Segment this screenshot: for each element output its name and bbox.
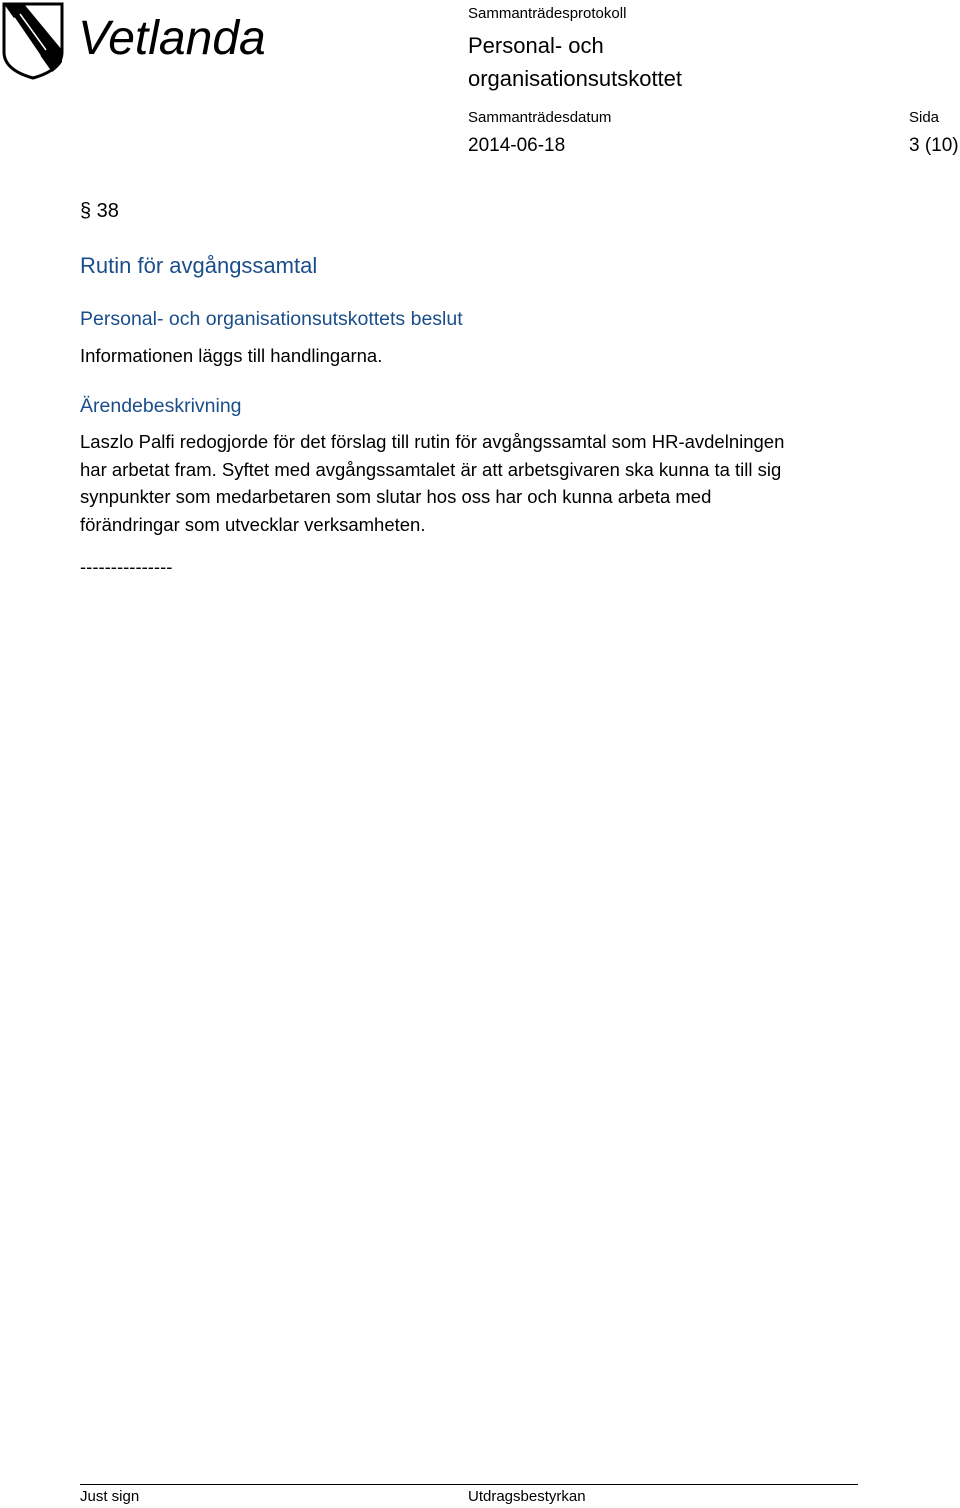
section-number: § 38 [80, 200, 119, 222]
extract-certification-label: Utdragsbestyrkan [468, 1488, 586, 1505]
svg-text:Vetlanda: Vetlanda [78, 12, 266, 65]
document-type: Sammanträdesprotokoll [468, 5, 627, 22]
decision-text: Informationen läggs till handlingarna. [80, 345, 383, 366]
footer-rule [80, 1484, 858, 1485]
decision-heading: Personal- och organisationsutskottets beslut [80, 308, 463, 330]
page-label: Sida [909, 109, 940, 126]
meeting-date-label: Sammanträdesdatum [468, 109, 612, 126]
coat-of-arms-icon [0, 0, 300, 80]
description-line: Laszlo Palfi redogjorde för det förslag till rutin för avgångssamtal som HR-avdelningen [80, 431, 785, 452]
description-line: har arbetat fram. Syftet med avgångssamtalet är att arbetsgivaren ska kunna ta till sig [80, 458, 782, 480]
committee-name-line2: organisationsutskottet [468, 66, 683, 91]
section-separator: --------------- [80, 556, 173, 577]
description-paragraph [80, 428, 880, 538]
section-title: Rutin för avgångssamtal [80, 253, 318, 278]
committee-name-line1: Personal- och [468, 33, 604, 58]
meeting-date-value: 2014-06-18 [468, 135, 566, 156]
description-line: förändringar som utvecklar verksamheten. [80, 513, 426, 535]
page-number: 3 (10) [909, 135, 959, 156]
description-heading: Ärendebeskrivning [80, 395, 242, 417]
just-sign-label: Just sign [80, 1488, 140, 1505]
vetlanda-logo [0, 0, 300, 80]
description-line: synpunkter som medarbetaren som slutar hos oss har och kunna arbeta med [80, 486, 712, 507]
